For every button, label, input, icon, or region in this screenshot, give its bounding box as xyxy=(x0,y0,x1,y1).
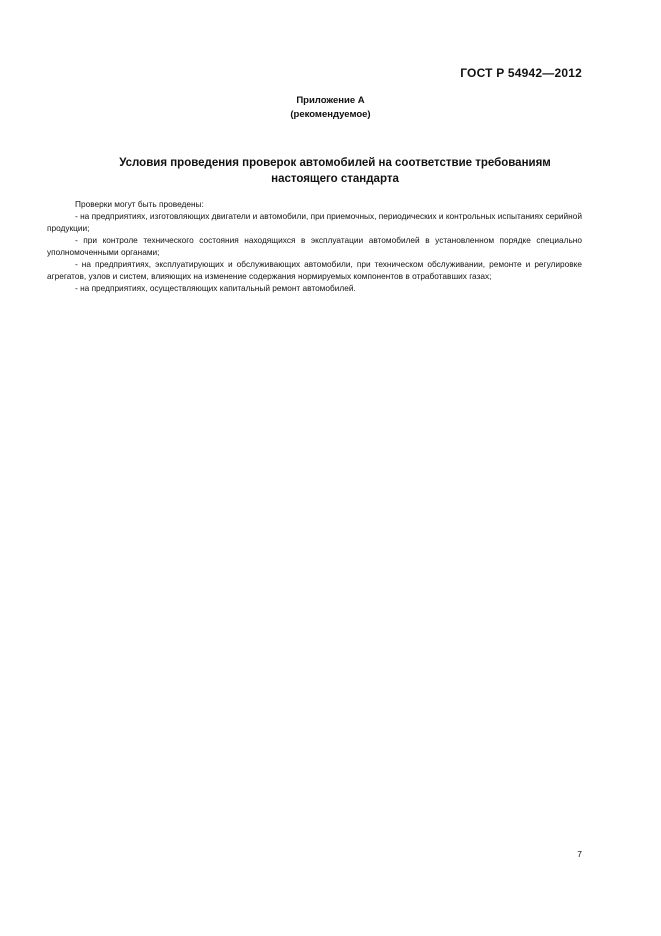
document-code: ГОСТ Р 54942—2012 xyxy=(460,66,582,80)
section-title xyxy=(90,155,580,187)
list-item: - на предприятиях, эксплуатирующих и обслуживающих автомобили, при техническом обслуживании, ремонте и регулировке агрегатов, узлов и систем, влияющих на изменение содержания нормируемых компонентов в отработавших газах; xyxy=(47,259,582,281)
body-text xyxy=(47,198,582,294)
list-item: - на предприятиях, осуществляющих капитальный ремонт автомобилей. xyxy=(75,283,356,293)
section-title-line-1: Условия проведения проверок автомобилей на соответствие требованиям xyxy=(119,157,551,169)
section-title-line-2: настоящего стандарта xyxy=(271,173,399,185)
appendix-title: Приложение А xyxy=(296,95,365,106)
appendix-status: (рекомендуемое) xyxy=(290,109,371,120)
intro-paragraph: Проверки могут быть проведены: xyxy=(75,199,204,209)
list-item: - при контроле технического состояния находящихся в эксплуатации автомобилей в установленном порядке специально уполномоченными органами; xyxy=(47,235,582,257)
list-item: - на предприятиях, изготовляющих двигатели и автомобили, при приемочных, периодических и контрольных испытаниях серийной продукции; xyxy=(47,211,582,233)
page-number: 7 xyxy=(577,849,582,859)
